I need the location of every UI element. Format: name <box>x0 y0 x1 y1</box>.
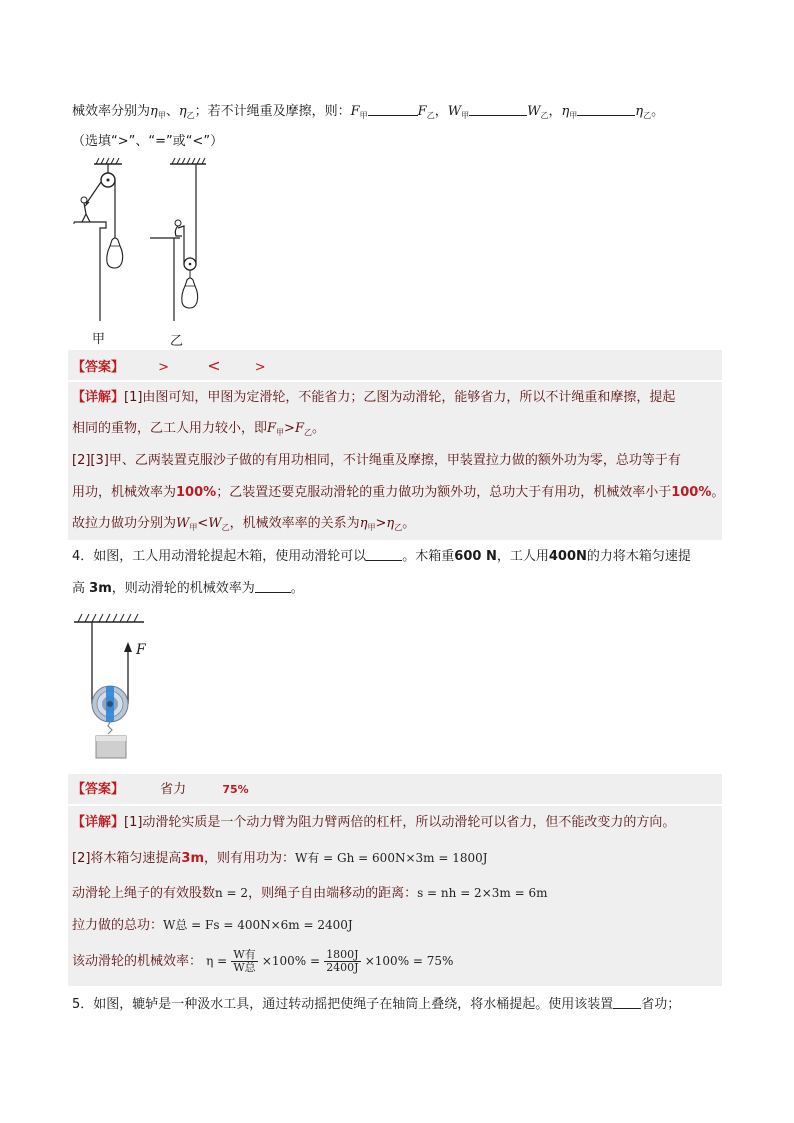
q4-movable-pulley-figure <box>72 610 162 765</box>
fig-label-jia: 甲 <box>92 332 106 347</box>
fig-label-yi: 乙 <box>170 334 184 349</box>
q3-pulley-figure <box>70 156 220 331</box>
q3-question-line2: （选填“>”、“=”或“<”） <box>72 134 224 149</box>
q3-detail-p2b: 用功，机械效率为100%；乙装置还要克服动滑轮的重力做功为额外功，总功大于有用功，机械效率小于100%。 <box>72 485 725 500</box>
q4-detail-p4: 拉力做的总功：W总 = Fs = 400N×6m = 2400J <box>72 918 353 933</box>
q4-detail-p5: 该动滑轮的机械效率： η = $\frac{\text{W有}}{\text{W总}}$ ×100% = $\frac{1800J}{2400J}$ ×100% = 75% <box>72 948 454 974</box>
q4-answer-2: 75% <box>222 783 249 796</box>
q4-question-line2: 高 3m，则动滑轮的机械效率为 。 <box>72 581 304 596</box>
q3-detail-p3: 故拉力做功分别为$W_甲<W_乙$，机械效率率的关系为$\eta_甲>\eta_乙$。 <box>72 516 416 532</box>
q5-blank-1[interactable] <box>613 996 641 1009</box>
q3-blank-1[interactable] <box>368 103 418 116</box>
q4-answer-1: 省力 <box>160 782 187 797</box>
q4-blank-2[interactable] <box>255 580 291 593</box>
q3-answer-line <box>72 357 266 377</box>
answer-tag: 【答案】 <box>72 360 125 375</box>
q3-detail-p2a: [2][3]甲、乙两装置克服沙子做的有用功相同，不计绳重及摩擦，甲装置拉力做的额外功为零，总功等于有 <box>72 453 681 468</box>
force-label-F: F <box>136 642 146 658</box>
q4-answer-line: 【答案】 省力 75% <box>72 782 249 797</box>
q3-blank-2[interactable] <box>469 103 527 116</box>
q3-answer-2: < <box>207 356 221 375</box>
q3-blank-3[interactable] <box>577 103 635 116</box>
q3-detail-p1b: 相同的重物，乙工人用力较小，即$F_甲>F_乙$。 <box>72 421 325 437</box>
q3-answer-3: > <box>254 360 266 375</box>
q3-answer-1: > <box>158 360 170 375</box>
q4-detail-p2: [2]将木箱匀速提高3m，则有用功为：W有 = Gh = 600N×3m = 1800J <box>72 851 488 866</box>
efficiency-fraction-1: $\frac{\text{W有}}{\text{W总}}$ <box>233 948 256 974</box>
efficiency-fraction-2: $\frac{1800J}{2400J}$ <box>326 948 359 974</box>
q3-detail-p1a: 【详解】[1]由图可知，甲图为定滑轮，不能省力；乙图为动滑轮，能够省力，所以不计绳重和摩擦，提起 <box>72 390 676 405</box>
q4-detail-p1: 【详解】[1]动滑轮实质是一个动力臂为阻力臂两倍的杠杆，所以动滑轮可以省力，但不能改变力的方向。 <box>72 815 676 830</box>
q4-question-line1: 4．如图，工人用动滑轮提起木箱，使用动滑轮可以 。木箱重600 N，工人用400N的力将木箱匀速提 <box>72 549 691 564</box>
detail-tag: 【详解】 <box>72 390 125 405</box>
q5-question-line1: 5．如图，辘轳是一种汲水工具，通过转动摇把使绳子在轴筒上叠绕，将水桶提起。使用该装置 省功； <box>72 997 681 1012</box>
q4-detail-p3: 动滑轮上绳子的有效股数n = 2，则绳子自由端移动的距离：s = nh = 2×3m = 6m <box>72 886 548 901</box>
q4-blank-1[interactable] <box>366 548 402 561</box>
q3-question-line1: 械效率分别为$\eta_甲$、$\eta_乙$；若不计绳重及摩擦，则：$F_甲$ $F_乙$，$W_甲$ $W_乙$，$\eta_甲$ $\eta_乙$。 <box>72 104 665 120</box>
